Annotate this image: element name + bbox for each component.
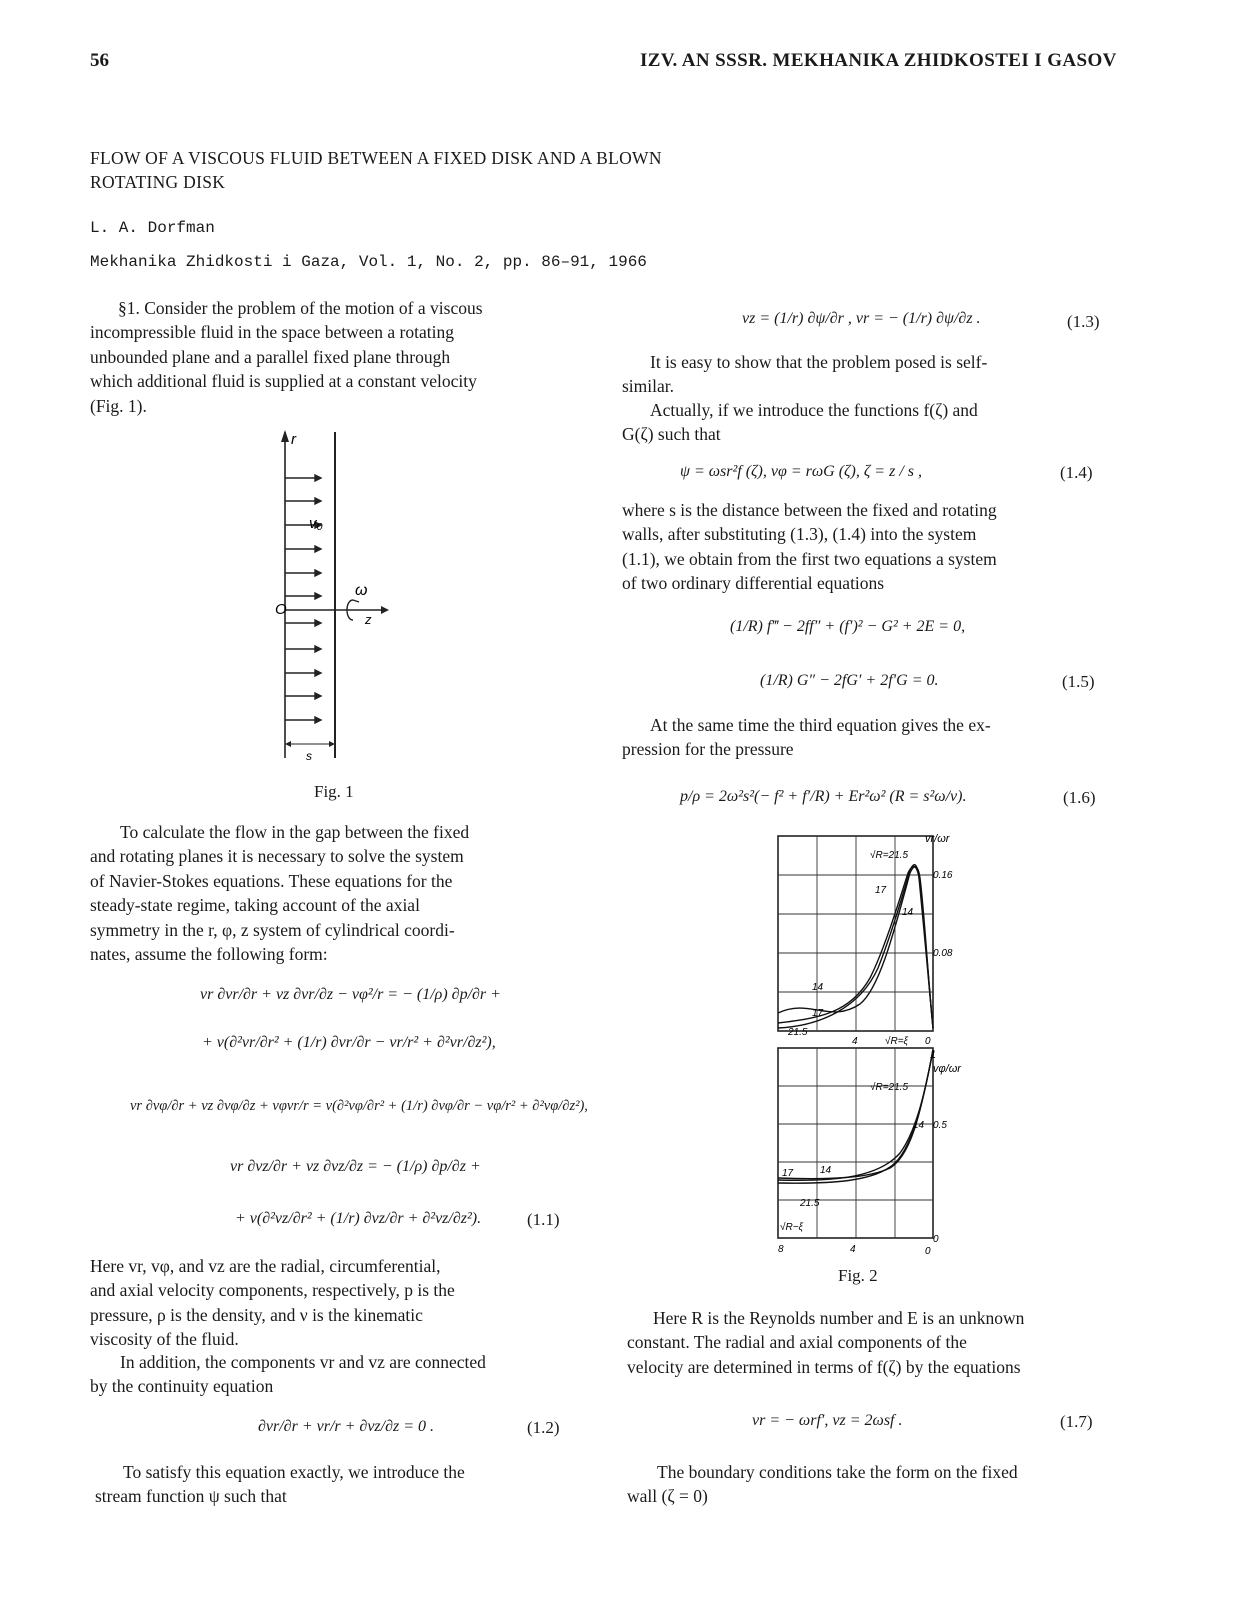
- fig2-bottom-curve-14b: 14: [820, 1165, 832, 1176]
- author: L. A. Dorfman: [90, 219, 215, 237]
- text-line: (1.1), we obtain from the first two equations a system: [622, 548, 997, 569]
- equation-1-6-number: (1.6): [1063, 788, 1096, 807]
- equation-1-3: vz = (1/r) ∂ψ/∂r , vr = − (1/r) ∂ψ/∂z .: [742, 310, 981, 327]
- figure-2: [770, 828, 990, 1258]
- fig2-top-xlabel: √R=ξ: [885, 1036, 909, 1047]
- fig2-bottom-axis: vφ/ωr: [933, 1063, 961, 1075]
- text-line: similar.: [622, 376, 675, 397]
- fig2-tick-008: 0.08: [933, 948, 953, 959]
- fig2-bottom-curve-17: 17: [782, 1168, 794, 1179]
- text-line: To satisfy this equation exactly, we introduce the: [123, 1462, 465, 1482]
- fig2-bottom-curve-17: 17: [812, 1008, 824, 1019]
- fig1-label-s: s: [306, 749, 312, 763]
- fig2-bottom-one: 1: [930, 1049, 937, 1061]
- text-line: of Navier-Stokes equations. These equations for the: [90, 870, 453, 891]
- fig2-top-x4: 4: [852, 1036, 858, 1047]
- text-line: which additional fluid is supplied at a constant velocity: [90, 371, 477, 392]
- fig2-bottom-sqrtR: √R=21.5: [870, 1082, 909, 1093]
- equation-1-1-line-3: vr ∂vφ/∂r + vz ∂vφ/∂z + vφvr/r = ν(∂²vφ/∂r² + (1/r) ∂vφ/∂r − vφ/r² + ∂²vφ/∂z²),: [130, 1098, 588, 1114]
- fig2-tick-0: 0: [933, 1234, 939, 1245]
- text-line: incompressible fluid in the space between a rotating: [90, 322, 454, 343]
- fig2-bottom-x0: 0: [925, 1246, 931, 1257]
- fig2-top-axis: vr/ωr: [925, 833, 950, 845]
- equation-1-3-number: (1.3): [1067, 312, 1100, 331]
- text-line: wall (ζ = 0): [627, 1486, 708, 1507]
- left-paragraph-4: [90, 1350, 600, 1399]
- equation-1-5-line-1: (1/R) f‴ − 2ff″ + (f′)² − G² + 2E = 0,: [730, 618, 966, 635]
- text-line: and rotating planes it is necessary to solve the system: [90, 846, 464, 867]
- fig2-bottom-curve-14: 14: [812, 982, 824, 993]
- equation-1-4: ψ = ωsr²f (ζ), vφ = rωG (ζ), ζ = z / s ,: [680, 463, 922, 480]
- equation-1-7-number: (1.7): [1060, 1412, 1093, 1431]
- text-line: G(ζ) such that: [622, 424, 721, 445]
- left-paragraph-1: [90, 296, 600, 418]
- source-citation: Mekhanika Zhidkosti i Gaza, Vol. 1, No. 2, pp. 86–91, 1966: [90, 253, 647, 271]
- equation-1-7: vr = − ωrf′, vz = 2ωsf .: [752, 1412, 903, 1429]
- fig2-top-sqrtR: √R=21.5: [870, 850, 909, 861]
- text-line: (Fig. 1).: [90, 395, 147, 416]
- fig1-label-z: z: [365, 612, 372, 627]
- page-number: 56: [90, 50, 109, 71]
- figure-1-caption: Fig. 1: [314, 782, 354, 801]
- title-line-1: FLOW OF A VISCOUS FLUID BETWEEN A FIXED DISK AND A BLOWN: [90, 148, 662, 168]
- left-paragraph-3: [90, 1254, 600, 1352]
- fig2-bottom-curve-215: 21.5: [788, 1027, 808, 1038]
- figure-1: [255, 428, 415, 768]
- text-line: To calculate the flow in the gap between the fixed: [120, 822, 470, 842]
- equation-1-2-number: (1.2): [527, 1418, 560, 1437]
- text-line: and axial velocity components, respectively, p is the: [90, 1280, 455, 1301]
- equation-1-1-line-4: vr ∂vz/∂r + vz ∂vz/∂z = − (1/ρ) ∂p/∂z +: [230, 1158, 481, 1175]
- equation-1-2: ∂vr/∂r + vr/r + ∂vz/∂z = 0 .: [258, 1418, 435, 1435]
- text-line: At the same time the third equation gives the ex-: [650, 715, 991, 735]
- text-line: symmetry in the r, φ, z system of cylindrical coordi-: [90, 919, 455, 940]
- equation-1-1-line-2: + ν(∂²vr/∂r² + (1/r) ∂vr/∂r − vr/r² + ∂²vr/∂z²),: [202, 1034, 496, 1051]
- article-title: [90, 146, 662, 194]
- text-line: unbounded plane and a parallel fixed plane through: [90, 346, 451, 367]
- fig1-label-v0: v₀: [309, 515, 323, 532]
- equation-1-5-line-2: (1/R) G″ − 2fG′ + 2f′G = 0.: [760, 672, 939, 689]
- text-line: §1. Consider the problem of the motion of a viscous: [118, 298, 483, 318]
- fig2-tick-05: 0.5: [933, 1120, 947, 1131]
- left-paragraph-5: [95, 1460, 605, 1509]
- equation-1-5-number: (1.5): [1062, 672, 1095, 691]
- text-line: Here vr, vφ, and vz are the radial, circumferential,: [90, 1256, 441, 1276]
- text-line: pressure, ρ is the density, and ν is the kinematic: [90, 1304, 423, 1325]
- title-line-2: ROTATING DISK: [90, 172, 226, 192]
- right-paragraph-1: [622, 350, 1122, 399]
- equation-1-1-number: (1.1): [527, 1210, 560, 1229]
- right-paragraph-4: [622, 713, 1122, 762]
- fig2-bottom-x4: 4: [850, 1244, 856, 1255]
- text-line: stream function ψ such that: [95, 1486, 287, 1507]
- equation-1-6: p/ρ = 2ω²s²(− f² + f′/R) + Er²ω² (R = s²ω/ν).: [680, 788, 967, 805]
- fig2-bottom-curve-215: 21.5: [800, 1198, 820, 1209]
- right-paragraph-5: [627, 1306, 1127, 1379]
- fig2-bottom-curve-14a: 14: [913, 1120, 925, 1131]
- text-line: viscosity of the fluid.: [90, 1329, 239, 1350]
- fig2-tick-016: 0.16: [933, 870, 953, 881]
- text-line: The boundary conditions take the form on the fixed: [657, 1462, 1018, 1482]
- text-line: steady-state regime, taking account of the axial: [90, 895, 420, 916]
- text-line: of two ordinary differential equations: [622, 573, 885, 594]
- text-line: by the continuity equation: [90, 1376, 274, 1397]
- running-header: IZV. AN SSSR. MEKHANIKA ZHIDKOSTEI I GASOV: [640, 50, 1117, 71]
- fig1-label-omega: ω: [355, 582, 368, 599]
- text-line: It is easy to show that the problem posed is self-: [650, 352, 988, 372]
- figure-2-caption: Fig. 2: [838, 1266, 878, 1285]
- fig1-label-r: r: [291, 431, 296, 448]
- equation-1-4-number: (1.4): [1060, 463, 1093, 482]
- right-paragraph-3: [622, 498, 1122, 596]
- fig1-label-origin: O: [275, 601, 287, 618]
- text-line: pression for the pressure: [622, 739, 794, 760]
- left-paragraph-2: [90, 820, 600, 966]
- text-line: where s is the distance between the fixed and rotating: [622, 500, 997, 520]
- text-line: constant. The radial and axial components of the: [627, 1332, 967, 1353]
- right-paragraph-6: [627, 1460, 1127, 1509]
- fig2-top-curve-17: 17: [875, 885, 887, 896]
- equation-1-1-line-1: vr ∂vr/∂r + vz ∂vr/∂z − vφ²/r = − (1/ρ) ∂p/∂r +: [200, 986, 501, 1003]
- text-line: Actually, if we introduce the functions f(ζ) and: [650, 400, 978, 420]
- fig2-bottom-x8: 8: [778, 1244, 784, 1255]
- text-line: walls, after substituting (1.3), (1.4) into the system: [622, 524, 977, 545]
- text-line: velocity are determined in terms of f(ζ) by the equations: [627, 1356, 1021, 1377]
- text-line: In addition, the components vr and vz are connected: [120, 1352, 486, 1372]
- fig2-top-curve-14: 14: [902, 907, 914, 918]
- text-line: Here R is the Reynolds number and E is an unknown: [653, 1308, 1025, 1328]
- text-line: nates, assume the following form:: [90, 944, 328, 965]
- equation-1-1-line-5: + ν(∂²vz/∂r² + (1/r) ∂vz/∂r + ∂²vz/∂z²).: [235, 1210, 482, 1227]
- right-paragraph-2: [622, 398, 1122, 447]
- fig2-bottom-xlabel: √R−ξ: [780, 1222, 804, 1233]
- fig2-top-x0: 0: [925, 1036, 931, 1047]
